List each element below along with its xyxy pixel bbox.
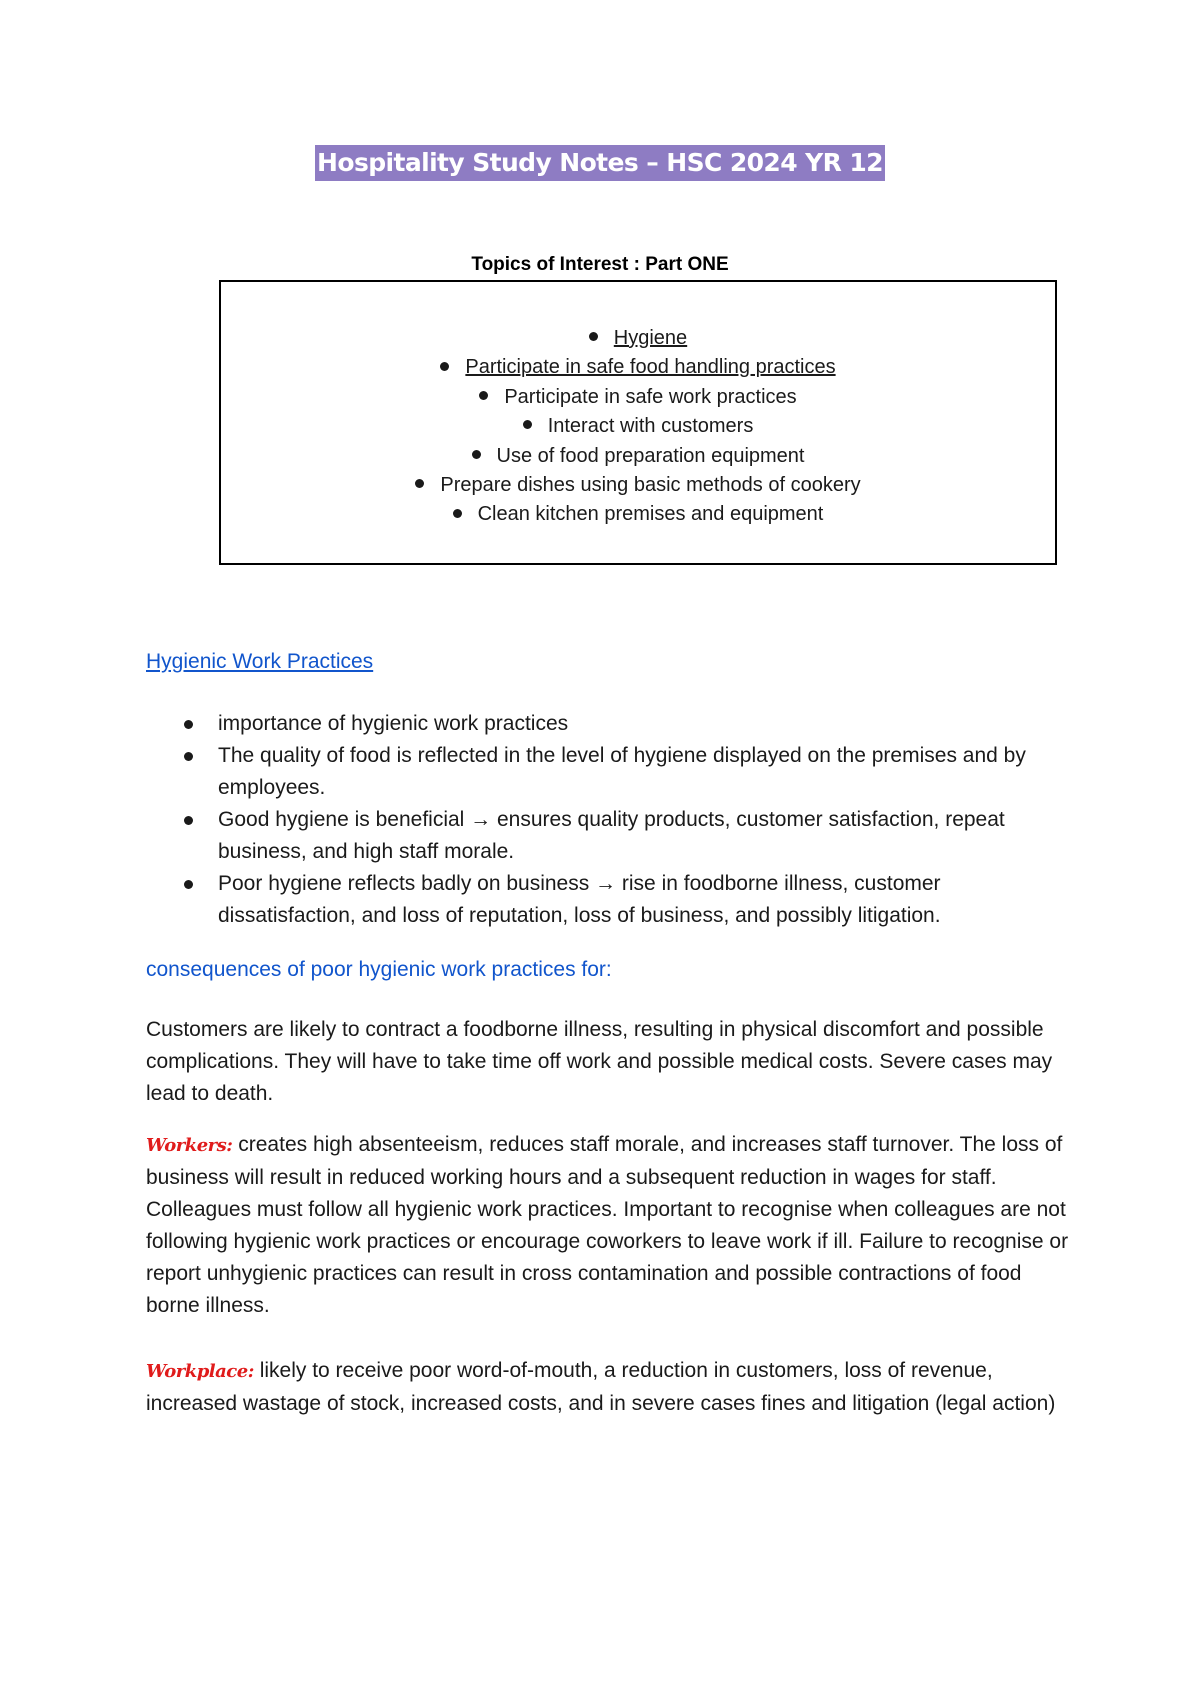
topic-label: Hygiene: [613, 327, 688, 349]
topic-label: Interact with customers: [547, 415, 754, 438]
topic-label: Participate in safe food handling practices: [465, 356, 836, 379]
topics-heading: Topics of Interest : Part ONE: [471, 254, 729, 275]
topic-label: Participate in safe work practices: [504, 385, 797, 408]
topics-list: [221, 324, 1055, 530]
bullet-icon: [184, 880, 193, 889]
bullet-icon: [479, 391, 488, 400]
topic-item-hygiene: [221, 324, 1055, 353]
topic-item-safe-work: [221, 383, 1055, 412]
list-item-text: Good hygiene is beneficial → ensures quality products, customer satisfaction, repeat business, and high staff morale.: [218, 808, 1005, 863]
topic-label: Use of food preparation equipment: [496, 444, 805, 467]
bullet-icon: [589, 332, 598, 341]
topic-item-customers: [221, 412, 1055, 441]
section-heading-link[interactable]: Hygienic Work Practices: [146, 650, 374, 673]
list-item: [146, 740, 1076, 804]
bullet-icon: [472, 450, 481, 459]
workers-text: creates high absenteeism, reduces staff morale, and increases staff turnover. The loss of business will result in reduced working hours and a subsequent reduction in wages for staff. Colleagues must follow all hygienic work practices. Important to recognise when colleagues are not following hygienic work practices or encourage coworkers to leave work if ill. Failure to recognise or report unhygienic practices can result in cross contamination and possible contractions of food borne illness.: [146, 1133, 1069, 1317]
topic-item-cookery: [221, 471, 1055, 500]
topic-item-clean-kitchen: [221, 500, 1055, 529]
consequences-heading: consequences of poor hygienic work practices for:: [146, 958, 612, 981]
topic-item-equipment: [221, 442, 1055, 471]
workplace-text: likely to receive poor word-of-mouth, a reduction in customers, loss of revenue, increased wastage of stock, increased costs, and in severe cases fines and litigation (legal action): [146, 1359, 1056, 1415]
list-item: [146, 868, 1076, 932]
bullet-icon: [415, 479, 424, 488]
topics-box: [219, 280, 1057, 565]
list-item-text: The quality of food is reflected in the level of hygiene displayed on the premises and by employees.: [218, 744, 1026, 799]
list-item-text: Poor hygiene reflects badly on business → rise in foodborne illness, customer dissatisfaction, and loss of reputation, loss of business, and possibly litigation.: [218, 872, 941, 927]
topic-label: Prepare dishes using basic methods of cookery: [440, 474, 861, 497]
bullet-icon: [184, 720, 193, 729]
workers-paragraph: [146, 1129, 1076, 1322]
topic-label: Clean kitchen premises and equipment: [477, 503, 824, 526]
list-item: [146, 708, 1076, 740]
customers-paragraph: Customers are likely to contract a foodborne illness, resulting in physical discomfort and possible complications. They will have to take time off work and possible medical costs. Severe cases may lead to death.: [146, 1018, 1053, 1105]
bullet-icon: [184, 816, 193, 825]
bullet-icon: [523, 420, 532, 429]
list-item-text: importance of hygienic work practices: [218, 712, 569, 735]
workers-label: Workers:: [146, 1135, 233, 1156]
workplace-paragraph: [146, 1355, 1076, 1420]
list-item: [146, 804, 1076, 868]
topic-item-safe-food-handling: [221, 353, 1055, 382]
page-title: [0, 148, 1200, 177]
workplace-label: Workplace:: [146, 1361, 254, 1382]
bullet-icon: [453, 509, 462, 518]
hygiene-points-list: [146, 708, 1076, 932]
page-title-text: Hospitality Study Notes – HSC 2024 YR 12: [315, 145, 885, 181]
bullet-icon: [440, 362, 449, 371]
bullet-icon: [184, 752, 193, 761]
